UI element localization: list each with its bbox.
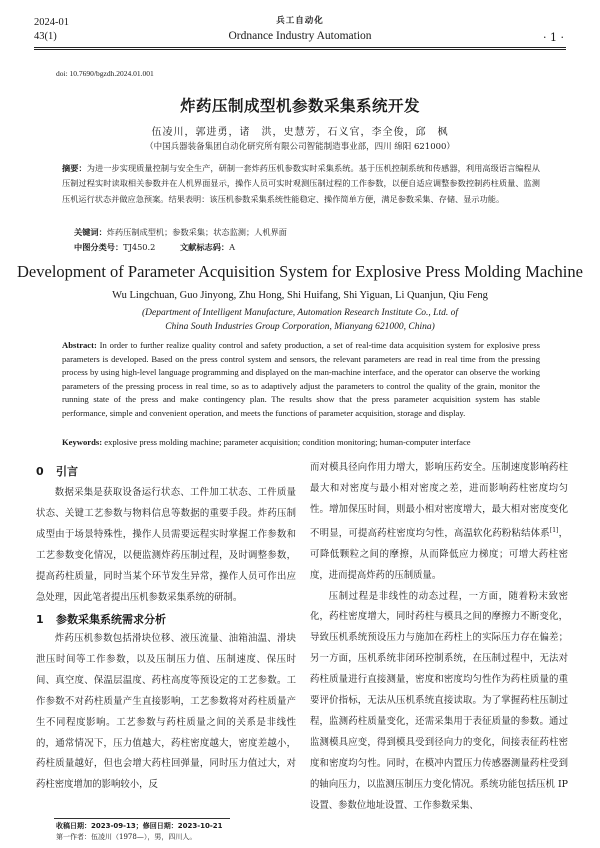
affiliation-en-line-2: China South Industries Group Corporation, Mianyang 621000, China) — [165, 322, 435, 332]
keywords-en-text: explosive press molding machine; parameter acquisition; condition monitoring; human-computer interface — [104, 437, 471, 447]
title-en: Development of Parameter Acquisition System for Explosive Press Molding Machine — [17, 262, 583, 281]
footnote-received-text: 收稿日期：2023-09-13；修回日期：2023-10-21 — [56, 822, 223, 830]
authors-cn: 伍凌川，郭进勇，诸 洪，史慧芳，石义官，李全俊，邱 枫 — [151, 127, 449, 138]
abstract-cn-label: 摘要： — [62, 163, 87, 173]
doc-code-label: 文献标志码： — [179, 242, 230, 252]
abstract-en-text: In order to further realize quality control and safety production, a set of real-time data acquisition system for explosive press parameters is developed. Based on the press control system and sensors, the relevant parameters are read in real time from the pressing process by using high-level language programming and displayed on the man-machine interface, and the operator can observe the working parameters of the pressing process in real time, so as to adaptively adjust the parameters to control the quality of the grain, monitor the running state of the press and make contingency plan. The results show that the press parameter acquisition system has stable performance, simple and convenient operation, and meets the functions of parameter acquisition, storage and display. — [62, 340, 540, 418]
header-journal-cn: 兵工自动化 — [276, 16, 324, 26]
abstract-cn-text: 为进一步实现质量控制与安全生产，研制一套炸药压机参数实时采集系统。基于压机控制系统和传感器，利用高级语言编程从压制过程实时读取相关参数并在人机界面显示，操作人员可实时观测压制过程的工作参数，以便自适应调整参数控制药柱质量、监测压机运行状态并做应急预案。结果表明：该压机参数采集系统性能稳定、操作简单方便，满足参数采集、存储、显示功能。 — [62, 163, 540, 204]
header-page-number: · 1 · — [543, 31, 564, 44]
header-issue: 43(1) — [34, 31, 57, 42]
keywords-cn — [74, 225, 552, 240]
keywords-cn-label: 关键词： — [74, 227, 107, 237]
footnote-author: 第一作者：伍凌川（1978—），男，四川人。 — [56, 833, 197, 841]
doi: doi: 10.7690/bgzdh.2024.01.001 — [56, 69, 154, 78]
affiliation-en-line-1: (Department of Intelligent Manufacture, Automation Research Institute Co., Ltd. of — [141, 308, 458, 318]
right-column — [310, 458, 568, 817]
affiliation-cn: （中国兵器装备集团自动化研究所有限公司智能制造事业部，四川 绵阳 621000） — [145, 142, 455, 152]
header-rule — [34, 47, 566, 48]
authors-en: Wu Lingchuan, Guo Jinyong, Zhu Hong, Shi Huifang, Shi Yiguan, Li Quanjun, Qiu Feng — [112, 290, 488, 301]
right-paragraph-1 — [310, 458, 568, 587]
header-rule-2 — [34, 49, 566, 50]
abstract-en-label: Abstract: — [62, 340, 97, 350]
section-0-title: 引言 — [56, 465, 78, 478]
right-paragraph-1-tail: ，可降低颗粒之间的摩擦，从而降低应力梯度；可增大药柱密度，进而提高炸药的压制质量。 — [310, 527, 568, 581]
clc-label: 中图分类号： — [74, 242, 124, 252]
abstract-cn — [62, 161, 540, 207]
section-1-number: 1 — [36, 613, 44, 626]
keywords-cn-text: 炸药压制成型机；参数采集；状态监测；人机界面 — [106, 227, 287, 237]
citation-ref: [1] — [549, 526, 559, 534]
intro-text: 数据采集是获取设备运行状态、工件加工状态、工件质量状态、关键工艺参数与物料信息等数据的重要手段。炸药压制成型由于场景特殊性，操作人员需要远程实时掌握工作参数和工艺参数变化情况，以便监测炸药压制过程，及时调整参数，提高药柱质量，同时当某个环节发生异常，操作人员可作出应急处理，因此笔者提出压机参数采集系统的研制。 — [36, 487, 296, 603]
section-1-text: 炸药压机参数包括滑块位移、液压流量、油箱油温、滑块泄压时间等工作参数，以及压制压力值、压制速度、保压时间、真空度、保温层温度、药柱高度等预设定的工艺参数。工作参数不对药柱质量产生直接影响，工艺参数将对药柱质量产生不同程度影响。工艺参数与药柱质量之间的关系是非线性的，通常情况下，压力值越大，药柱密度越大，密度差越小，药柱质量越好，但也会增大药柱回弹量，同时压力值过大，对药柱密度增加的影响较小，反 — [36, 633, 296, 791]
clc-code: TJ450.2 — [123, 242, 156, 252]
keywords-en — [62, 436, 540, 450]
footnote-rule — [54, 818, 230, 819]
clc-line — [74, 240, 552, 255]
doc-code: A — [229, 242, 235, 252]
section-1-paragraph — [36, 629, 296, 796]
abstract-en — [62, 339, 540, 420]
right-paragraph-1-text: 而对模具径向作用力增大，影响压药安全。压制速度影响药柱最大和对密度与最小相对密度之差，进而影响药柱密度均匀性。增加保压时间，则最小相对密度增大，最大相对密度变化不明显，可提高药柱密度均匀性，高温软化药粉粘结体系 — [310, 462, 568, 539]
section-0-number: 0 — [36, 465, 44, 478]
keywords-en-label: Keywords: — [62, 437, 103, 447]
section-0-heading — [36, 463, 78, 479]
intro-paragraph — [36, 483, 296, 608]
section-1-title: 参数采集系统需求分析 — [56, 613, 166, 626]
right-paragraph-2: 压制过程是非线性的动态过程，一方面，随着粉末致密化，药柱密度增大，同时药柱与模具之间的摩擦力不断变化，导致压机系统预设压力与施加在药柱上的实际压力存在偏差；另一方面，压机系统非闭环控制系统，在压制过程中，无法对药柱质量进行直接测量，密度和密度均匀性作为药柱质量的重要评价指标，无法从压机系统直接读取。为了掌握药柱压制过程，监测药柱质量变化，还需采集用于表征质量的参数。通过监测模具应变，得到模具受到径向力的变化，间接表征药柱密度和密度均匀性。同时，在模冲内置压力传感器测量药柱受到的轴向压力，以监测压制压力变化情况。系统功能包括压机 IP 设置、参数位地址设置、工作参数采集、 — [310, 590, 568, 811]
header-journal-en: Ordnance Industry Automation — [228, 30, 372, 42]
section-1-heading — [36, 611, 166, 627]
title-cn: 炸药压制成型机参数采集系统开发 — [179, 97, 420, 115]
header-year-month: 2024-01 — [34, 17, 69, 28]
